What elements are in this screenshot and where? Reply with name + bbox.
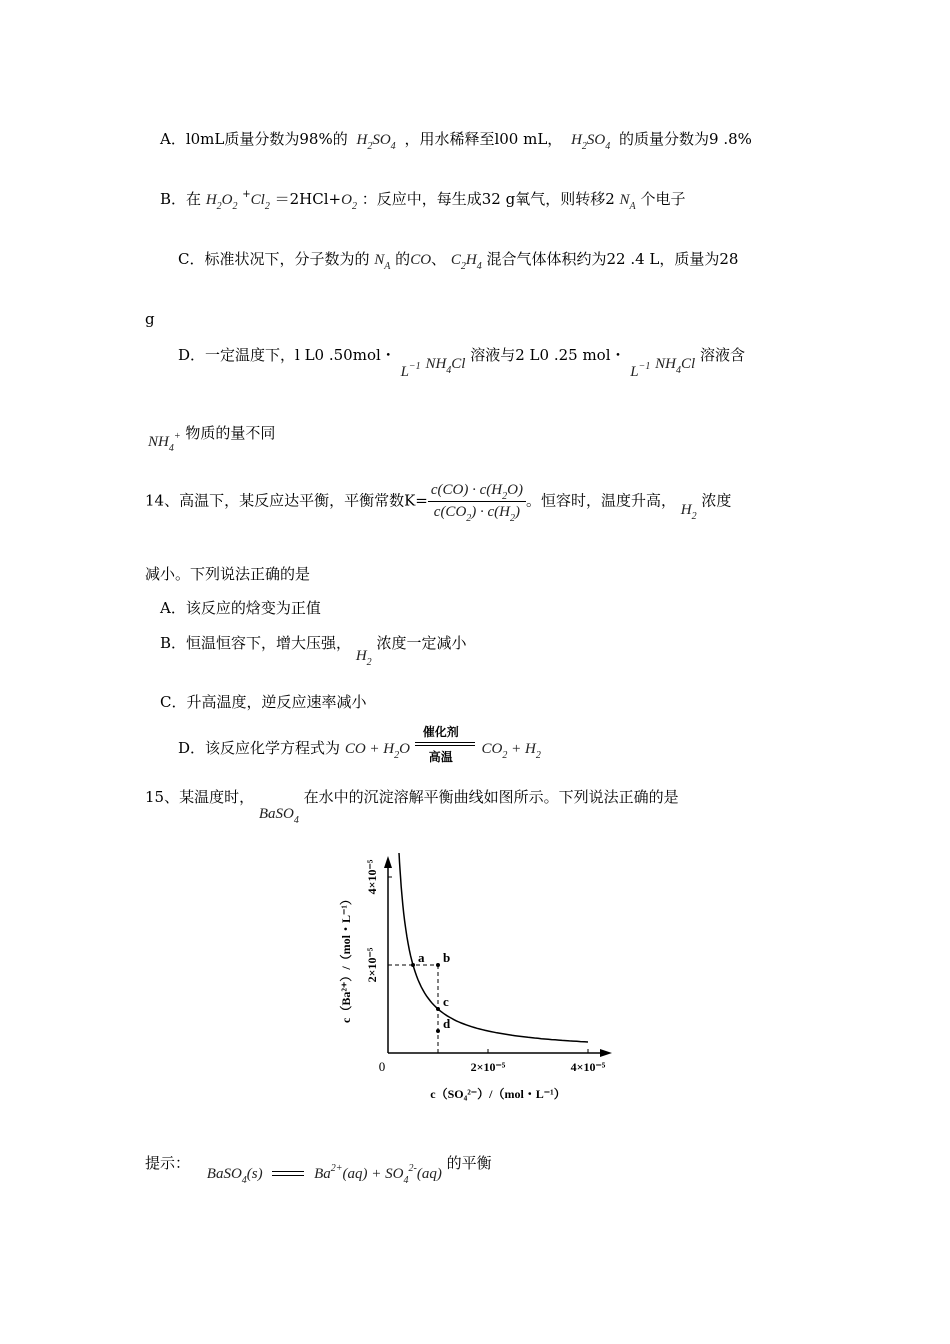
q14-stem-text-3: 浓度 [701, 491, 732, 510]
q13-b-text-1: B．在 [160, 190, 202, 208]
y-tick-label: 2×10⁻⁵ [365, 947, 379, 983]
solubility-curve [399, 853, 588, 1042]
q13-c-text-4: 混合气体体积约为22 .4 L，质量为28 [486, 250, 739, 268]
y-tick-label: 4×10⁻⁵ [365, 859, 379, 895]
point-a [411, 963, 415, 967]
hint-end-text: 的平衡 [446, 1154, 492, 1172]
q13-c-text-5: g [145, 310, 155, 328]
q13-a-text-2: ，用水稀释至l00 mL， [404, 130, 563, 148]
point-label-a: a [418, 950, 425, 965]
q13-option-c [178, 248, 739, 272]
q13-a-text-3: 的质量分数为9 .8% [619, 130, 752, 148]
formula-co: CO [410, 252, 432, 268]
condition-label: 高温 [428, 750, 453, 764]
q14-b-text-2: 浓度一定减小 [376, 634, 467, 652]
q13-c-text-2: 的 [395, 250, 411, 268]
formula-h2: $H_2$ [355, 648, 372, 668]
q14-stem-text-4: 减小。下列说法正确的是 [145, 565, 311, 583]
x-tick-label: 4×10⁻⁵ [570, 1060, 606, 1074]
q14-option-d [178, 725, 541, 764]
q13-b-text-3: ：反应中，每生成32 g氧气，则转移2 [361, 190, 615, 208]
q14-b-text-1: B．恒温恒容下，增大压强， [160, 634, 352, 652]
q13-option-b: B．在 $H_2O_2$ $^+Cl_2 =2HCl+O_2$ ：反应中，每生成32 g氧气，则转移2 $N_A$ 个电子 [160, 189, 686, 212]
point-label-b: b [443, 950, 451, 965]
formula-h2: $H_2$ [680, 501, 697, 522]
q15-stem-text-2: 在水中的沉淀溶解平衡曲线如图所示。下列说法正确的是 [303, 788, 679, 806]
equilibrium-constant-fraction: $\frac{c(CO) \cdot c(H_2O)}{c(CO_2) \cdot c(H_2)}$ [428, 482, 526, 521]
equilibrium-arrow [272, 1170, 304, 1180]
q13-c-text-1: C．标准状况下，分子数为的 [178, 250, 370, 268]
formula-baso4: BaSO$_4$ [258, 806, 299, 826]
hint-label: 提示： [145, 1154, 191, 1172]
q13-d-text-3: 溶液含 [699, 346, 745, 364]
q13-d-text-1: D．一定温度下，l L0 .50mol・ [178, 346, 396, 364]
point-label-c: c [443, 994, 449, 1009]
q13-d-line-2 [148, 422, 276, 454]
q15-stem [145, 786, 679, 826]
q13-b-text-4: 个电子 [640, 190, 686, 208]
point-b [436, 963, 440, 967]
q15-hint [145, 1152, 492, 1186]
x-tick-label: 2×10⁻⁵ [470, 1060, 506, 1074]
y-axis-arrow [384, 856, 392, 868]
x-axis-arrow [600, 1049, 612, 1057]
point-c [436, 1007, 440, 1011]
reaction-arrow [415, 725, 477, 764]
reaction-equation: CO + $H_2O$ [344, 741, 410, 761]
formula-cl2: $Cl_2$ [250, 192, 270, 212]
catalyst-label: 催化剂 [422, 725, 459, 739]
y-axis-label: c（Ba²⁺）/（mol・L⁻¹） [339, 893, 353, 1023]
q14-stem [145, 482, 732, 524]
formula-o2: $O_2$ [341, 192, 357, 212]
q13-d-text-2: 溶液与2 L0 .25 mol・ [470, 346, 626, 364]
q14-stem-text-2: 。恒容时，温度升高， [525, 491, 676, 510]
q13-option-a [160, 128, 752, 152]
formula-h2so4: $H_2SO_4$ [356, 132, 396, 152]
formula-nh4cl: $NH_4Cl$ [425, 356, 466, 376]
q14-option-c: C．升高温度，逆反应速率减小 [160, 693, 367, 711]
origin-label: 0 [378, 1059, 386, 1074]
q14-option-a: A．该反应的焓变为正值 [160, 599, 321, 617]
x-axis-label: c（SO₄²⁻）/（mol・L⁻¹） [430, 1087, 566, 1101]
symbol-na: $N_A$ [619, 192, 636, 212]
q13-d-text-4: 物质的量不同 [185, 424, 276, 442]
formula-h2o2: $H_2O_2$ [205, 192, 238, 212]
q13-b-text-2: ＝2HCl+ [274, 190, 342, 208]
unit-l-inverse: $L^{-1}$ [630, 361, 651, 380]
reaction-products: $CO_2 + H_2$ [481, 741, 541, 761]
q15-stem-text-1: 15、某温度时， [145, 788, 255, 806]
formula-h2so4: $H_2SO_4$ [571, 132, 611, 152]
q13-option-d [178, 344, 745, 380]
symbol-na: $N_A$ [374, 252, 391, 272]
point-label-d: d [443, 1016, 451, 1031]
q13-c-text-3: 、 [431, 250, 447, 268]
q14-d-text: D．该反应化学方程式为 [178, 739, 341, 757]
unit-l-inverse: $L^{-1}$ [400, 361, 421, 380]
formula-nh4-ion: $NH_4^+$ [148, 431, 181, 454]
formula-nh4cl: $NH_4Cl$ [655, 356, 696, 376]
q13-a-text-1: A．l0mL质量分数为98%的 [160, 130, 348, 148]
point-d [436, 1029, 440, 1033]
q14-stem-text-1: 14、高温下，某反应达平衡，平衡常数K= [145, 491, 428, 510]
q14-option-b [160, 632, 467, 668]
baso4-solubility-chart [320, 840, 630, 1120]
hint-equilibrium-equation: BaSO$_4$(s) $Ba^{2+}(aq) + SO_4^{2-}(aq)$ [206, 1163, 442, 1186]
formula-c2h4: $C_2H_4$ [450, 252, 482, 272]
